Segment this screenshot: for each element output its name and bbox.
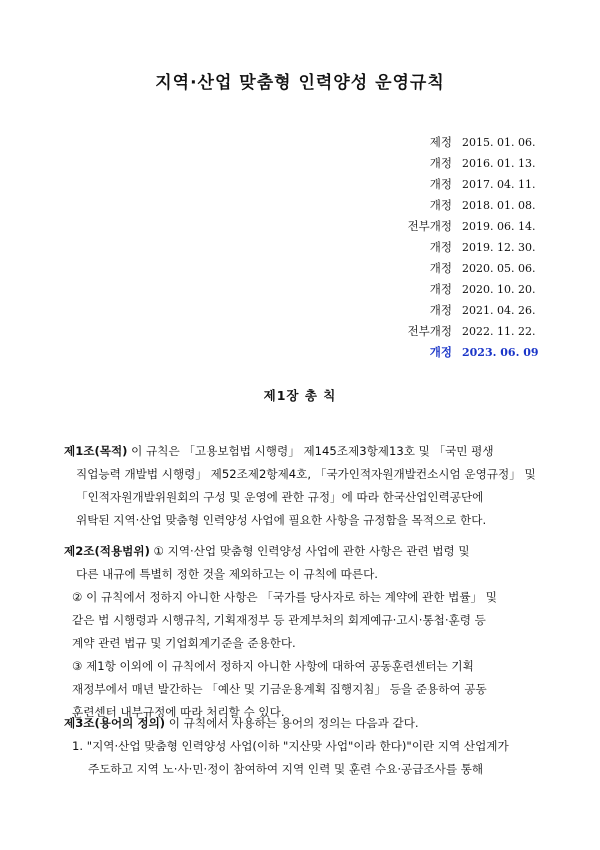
revision-entry [408,237,538,258]
list-item-continuation: 주도하고 지역 노·사·민·정이 참여하여 지역 인력 및 훈련 수요·공급조사를 통해 [88,762,484,776]
article-1-line: 위탁된 지역·산업 맞춤형 인력양성 사업에 필요한 사항을 규정함을 목적으로 한다. [76,513,487,527]
article-3 [64,712,542,781]
revision-type: 개정 [429,282,452,296]
article-2-line: 같은 법 시행령과 시행규칙, 기획재정부 등 관계부처의 회계예규·고시·통첩·훈령 등 [72,613,486,627]
revision-entry [408,216,538,237]
revision-type: 개정 [429,240,452,254]
revision-entry [408,195,538,216]
revision-entry [408,321,538,342]
article-1-line: 직업능력 개발법 시행령」 제52조제2항제4호, 「국가인적자원개발컨소시엄 운영규정」 및 [76,467,536,481]
revision-date: 2021. 04. 26. [462,304,536,317]
revision-type: 개정 [429,345,452,359]
revision-date: 2019. 12. 30. [462,241,536,254]
revision-date: 2019. 06. 14. [462,220,536,233]
revision-history [408,132,538,363]
revision-type: 전부개정 [407,219,452,233]
revision-entry [408,279,538,300]
revision-entry [408,174,538,195]
document-title: 지역·산업 맞춤형 인력양성 운영규칙 [155,73,445,93]
revision-type: 개정 [429,303,452,317]
chapter-heading: 제1장 총 칙 [263,388,337,403]
revision-entry [408,132,538,153]
article-1-heading: 제1조(목적) [64,444,128,458]
revision-type: 개정 [429,177,452,191]
revision-date: 2018. 01. 08. [462,199,536,212]
list-item: 1. "지역·산업 맞춤형 인력양성 사업(이하 "지산맞 사업"이라 한다)"이란 지역 산업계가 [72,739,509,753]
revision-date: 2020. 05. 06. [462,262,536,275]
article-2-line: 다른 내규에 특별히 정한 것을 제외하고는 이 규칙에 따른다. [76,567,378,581]
revision-entry [408,258,538,279]
revision-date: 2015. 01. 06. [462,136,536,149]
article-1-text: 이 규칙은 「고용보험법 시행령」 제145조제3항제13호 및 「국민 평생 [127,444,494,458]
article-2-line: 계약 관련 법규 및 기업회계기준을 준용한다. [72,636,296,650]
article-3-text: 이 규칙에서 사용하는 용어의 정의는 다음과 같다. [165,716,419,730]
revision-date: 2022. 11. 22. [462,325,536,338]
article-2-line: 훈련센터 내부규정에 따라 처리할 수 있다. [72,705,285,719]
revision-date: 2023. 06. 09 [462,346,539,359]
revision-type: 전부개정 [407,324,452,338]
revision-date: 2017. 04. 11. [462,178,536,191]
revision-entry [408,153,538,174]
revision-type: 개정 [429,156,452,170]
article-2-para2: ② 이 규칙에서 정하지 아니한 사항은 「국가를 당사자로 하는 계약에 관한 법률」 및 [72,590,497,604]
revision-date: 2016. 01. 13. [462,157,536,170]
revision-type: 개정 [429,198,452,212]
article-3-heading: 제3조(용어의 정의) [64,716,166,730]
article-2-para3: ③ 제1항 이외에 이 규칙에서 정하지 아니한 사항에 대하여 공동훈련센터는 기획 [72,659,474,673]
revision-type: 개정 [429,261,452,275]
article-2-line: 재정부에서 매년 발간하는 「예산 및 기금운용계획 집행지침」 등을 준용하여 공동 [72,682,487,696]
article-2 [64,540,542,724]
revision-date: 2020. 10. 20. [462,283,536,296]
revision-entry [408,300,538,321]
article-1 [64,440,542,532]
revision-type: 제정 [429,135,452,149]
revision-entry [408,342,538,363]
article-2-para1: ① 지역·산업 맞춤형 인력양성 사업에 관한 사항은 관련 법령 및 [149,544,470,558]
article-1-line: 「인적자원개발위원회의 구성 및 운영에 관한 규정」에 따라 한국산업인력공단에 [76,490,484,504]
article-2-heading: 제2조(적용범위) [64,544,150,558]
